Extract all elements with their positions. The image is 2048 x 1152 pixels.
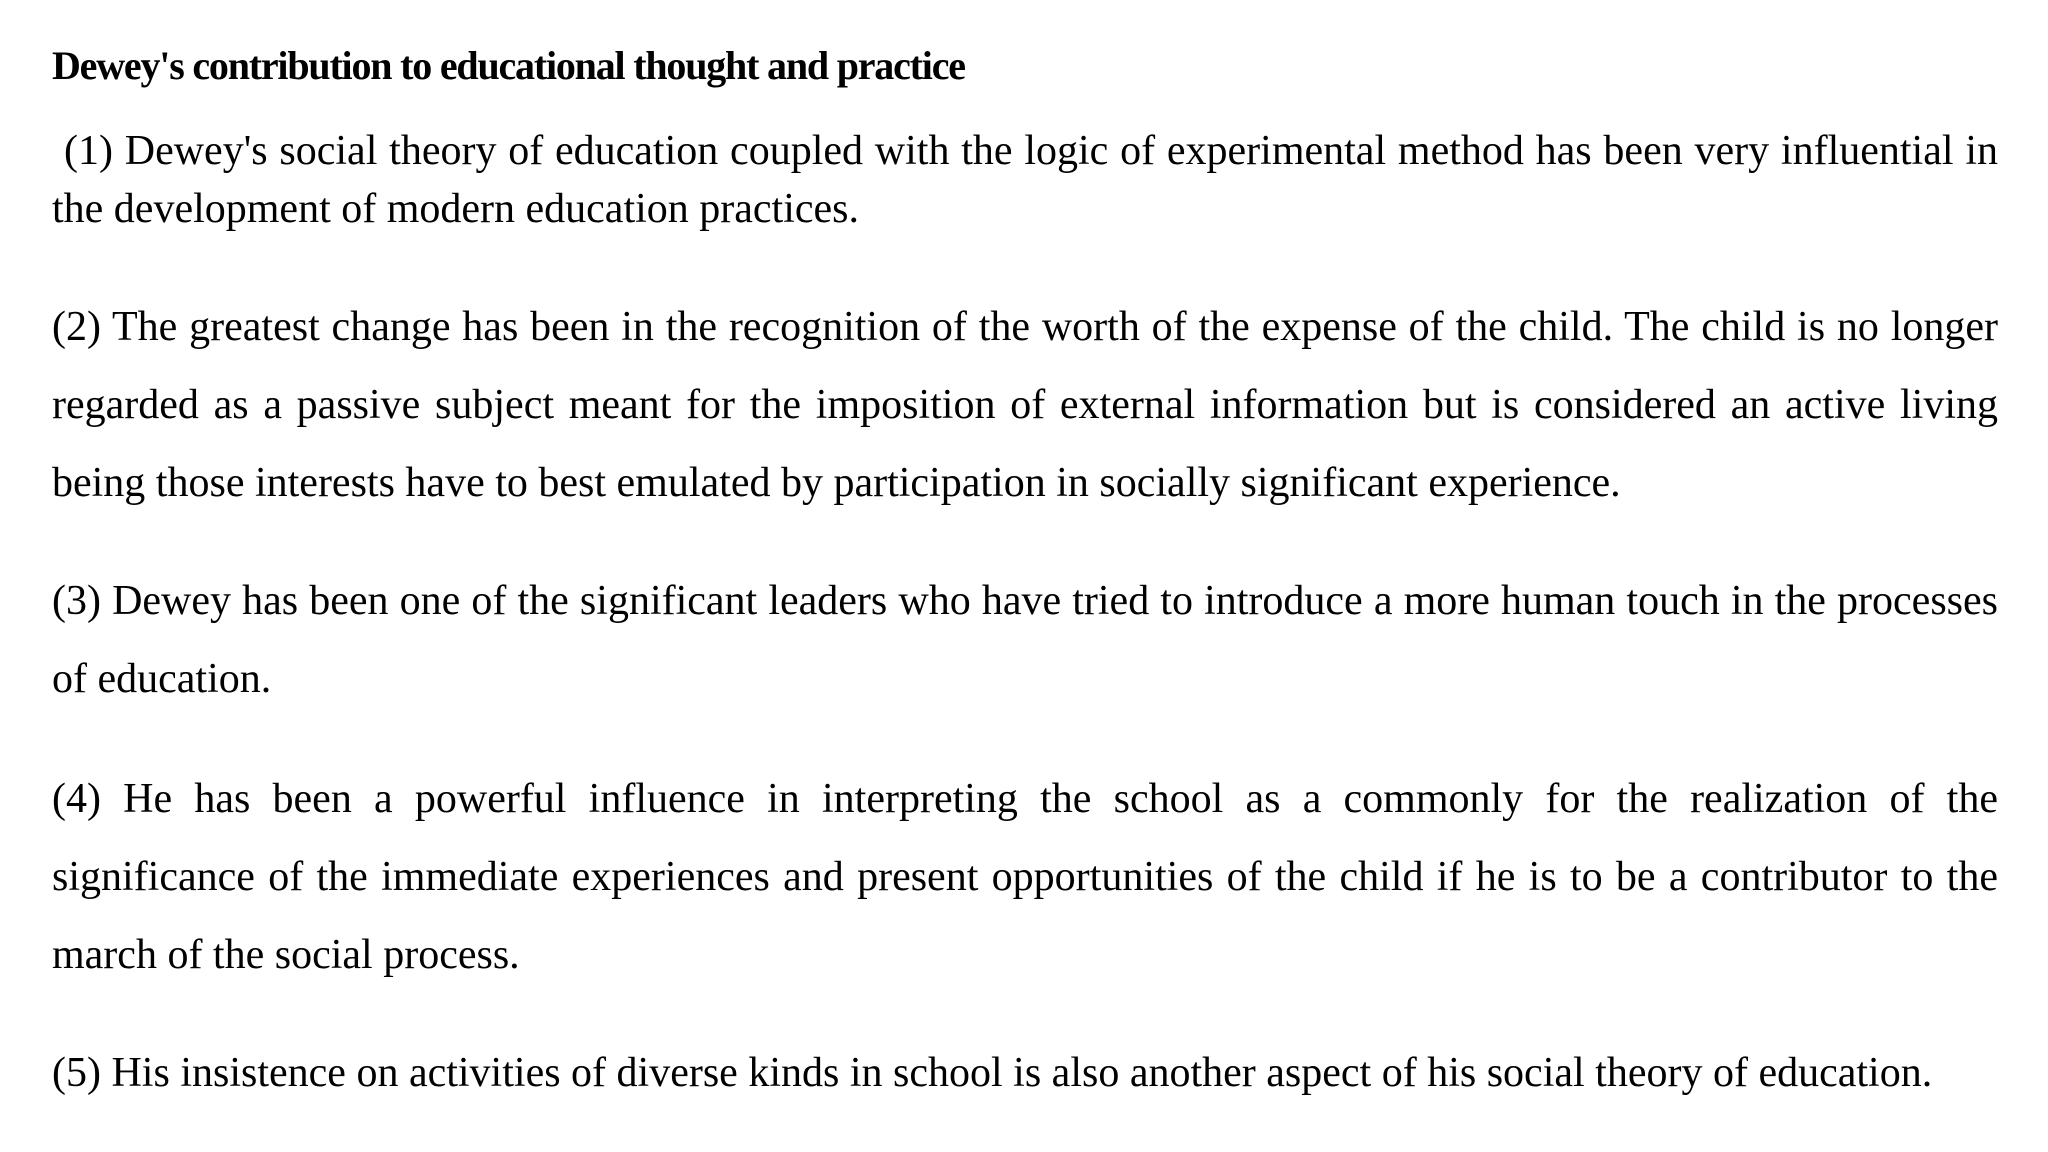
paragraph-1: (1) Dewey's social theory of education coupled with the logic of experimental method has been very influential in the development of modern education practices. [52, 128, 1998, 232]
paragraph-2: (2) The greatest change has been in the recognition of the worth of the expense of the child. The child is no longer regarded as a passive subject meant for the imposition of external information but is considered an active living being those interests have to best emulated by participation in socially significant experience. [52, 304, 1998, 506]
paragraph-3: (3) Dewey has been one of the significant leaders who have tried to introduce a more human touch in the processes of education. [52, 578, 1998, 702]
paragraph-5: (5) His insistence on activities of diverse kinds in school is also another aspect of his social theory of education. [52, 1050, 1933, 1096]
document-title: Dewey's contribution to educational thought and practice [52, 43, 965, 88]
document-body [52, 38, 1998, 1112]
paragraph-4: (4) He has been a powerful influence in interpreting the school as a commonly for the realization of the significance of the immediate experiences and present opportunities of the child if he is to be a contributor to the march of the social process. [52, 776, 1998, 978]
